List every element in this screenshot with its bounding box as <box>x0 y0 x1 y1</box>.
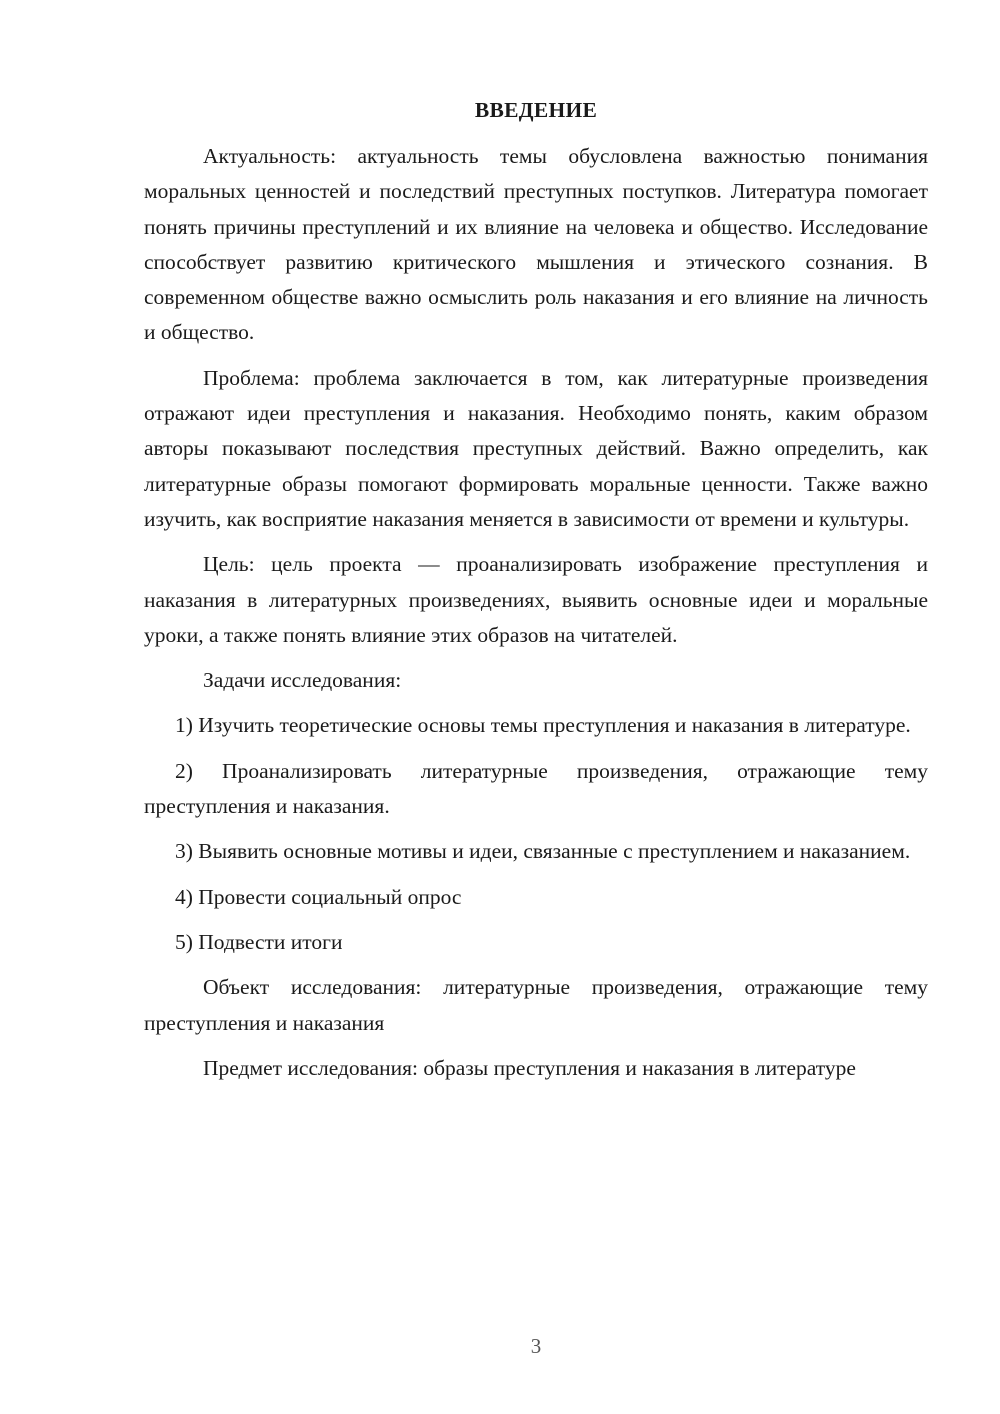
research-object-paragraph: Объект исследования: литературные произведения, отражающие тему преступления и наказания <box>144 975 928 1035</box>
problem-paragraph: Проблема: проблема заключается в том, как литературные произведения отражают идеи преступления и наказания. Необходимо понять, каким образом авторы показывают последствия преступных действий. Важно определить, как литературные образы помогают формировать моральные ценности. Также важно изучить, как восприятие наказания меняется в зависимости от времени и культуры. <box>144 365 928 531</box>
tasks-list <box>144 708 928 960</box>
task-item-2: 2) Проанализировать литературные произведения, отражающие тему преступления и наказания. <box>144 758 928 819</box>
relevance-paragraph: Актуальность: актуальность темы обусловлена важностью понимания моральных ценностей и последствий преступных поступков. Литература помогает понять причины преступлений и их влияние на человека и общество. Исследование способствует развитию критического мышления и этического сознания. В современном обществе важно осмыслить роль наказания и его влияние на личность и общество. <box>144 144 928 345</box>
tasks-heading: Задачи исследования: <box>203 668 402 693</box>
page-content <box>144 95 928 1096</box>
goal-paragraph: Цель: цель проекта — проанализировать изображение преступления и наказания в литературных произведениях, выявить основные идеи и моральные уроки, а также понять влияние этих образов на читателей. <box>144 552 928 647</box>
page-heading: ВВЕДЕНИЕ <box>474 98 598 122</box>
research-subject-paragraph: Предмет исследования: образы преступления и наказания в литературе <box>203 1055 856 1080</box>
task-item-1: 1) Изучить теоретические основы темы преступления и наказания в литературе. <box>175 713 911 738</box>
task-item-5: 5) Подвести итоги <box>175 929 343 954</box>
page-number: 3 <box>530 1334 542 1358</box>
task-item-3: 3) Выявить основные мотивы и идеи, связанные с преступлением и наказанием. <box>175 839 911 864</box>
task-item-4: 4) Провести социальный опрос <box>175 884 462 909</box>
